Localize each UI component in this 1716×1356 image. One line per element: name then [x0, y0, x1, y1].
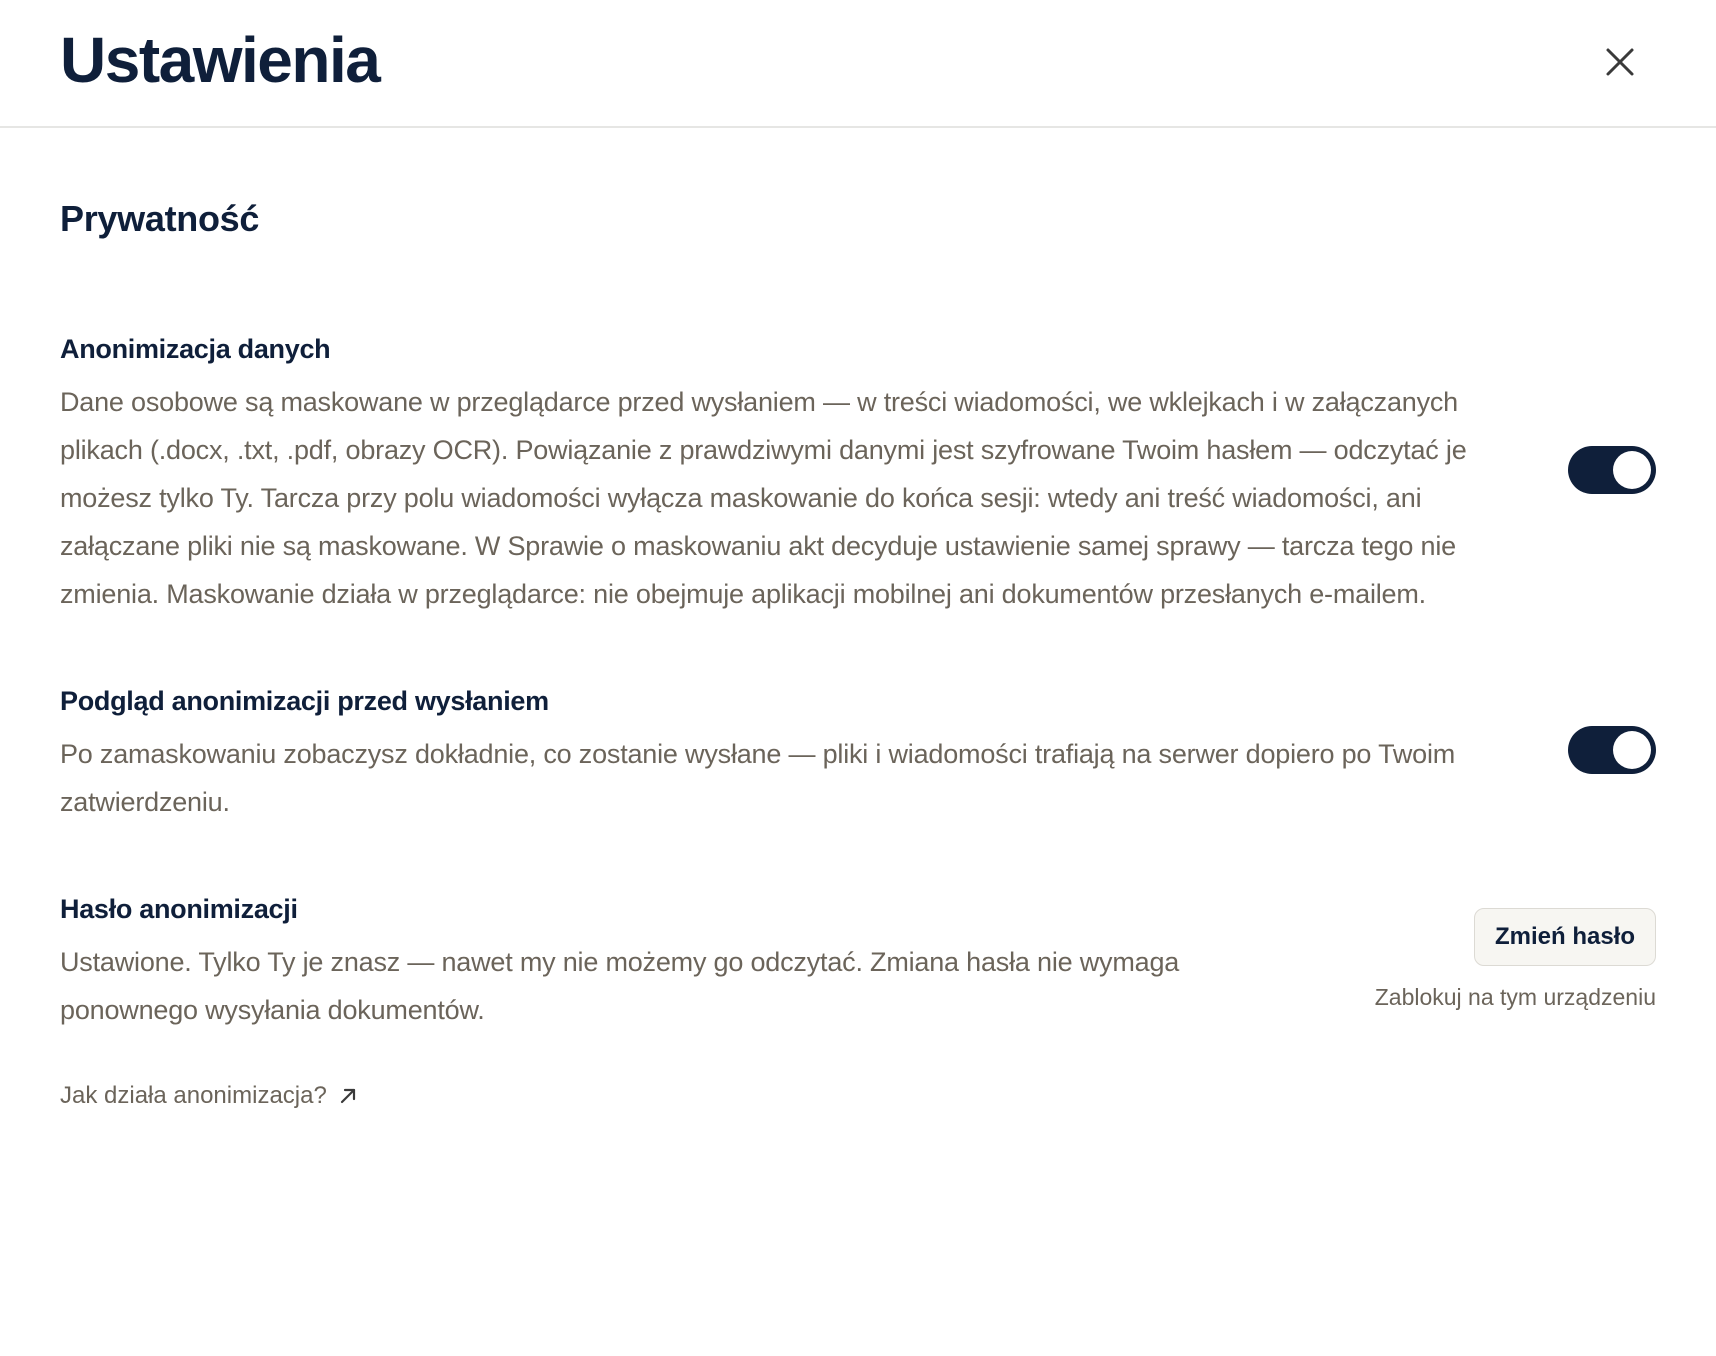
- external-link-arrow-icon: [339, 1087, 357, 1105]
- settings-header: [0, 0, 1716, 128]
- anonymization-toggle[interactable]: [1568, 446, 1656, 494]
- setting-title-preview: Podgląd anonimizacji przed wysłaniem: [60, 686, 549, 716]
- description-line: załączane pliki nie są maskowane. W Sprawie o maskowaniu akt decyduje ustawienie samej sprawy — tarcza tego nie: [60, 531, 1456, 561]
- setting-title-password: Hasło anonimizacji: [60, 894, 298, 924]
- description-line: plikach (.docx, .txt, .pdf, obrazy OCR). Powiązanie z prawdziwymi danymi jest szyfrowane Twoim hasłem — odczytać je: [60, 435, 1467, 465]
- description-line: ponownego wysyłania dokumentów.: [60, 995, 485, 1025]
- description-line: zatwierdzeniu.: [60, 787, 230, 817]
- setting-description-anonymization: [60, 378, 1467, 618]
- description-line: Ustawione. Tylko Ty je znasz — nawet my nie możemy go odczytać. Zmiana hasła nie wymaga: [60, 947, 1180, 977]
- toggle-knob: [1613, 731, 1651, 769]
- toggle-knob: [1613, 451, 1651, 489]
- close-icon: [1605, 47, 1635, 77]
- close-button[interactable]: [1596, 38, 1644, 86]
- setting-description-password: [60, 938, 1179, 1034]
- preview-toggle[interactable]: [1568, 726, 1656, 774]
- how-anonymization-works-link[interactable]: [60, 1082, 357, 1110]
- setting-description-preview: [60, 730, 1455, 826]
- lock-on-device-link[interactable]: Zablokuj na tym urządzeniu: [1374, 984, 1656, 1010]
- description-line: Po zamaskowaniu zobaczysz dokładnie, co zostanie wysłane — pliki i wiadomości trafiają na serwer dopiero po Twoim: [60, 739, 1456, 769]
- page-title: Ustawienia: [60, 24, 380, 96]
- section-title-privacy: Prywatność: [60, 198, 260, 239]
- change-password-button[interactable]: Zmień hasło: [1474, 908, 1656, 966]
- help-link-label: Jak działa anonimizacja?: [60, 1082, 327, 1109]
- setting-title-anonymization: Anonimizacja danych: [60, 334, 331, 364]
- description-line: możesz tylko Ty. Tarcza przy polu wiadomości wyłącza maskowanie do końca sesji: wtedy ani treść wiadomości, ani: [60, 483, 1422, 513]
- description-line: Dane osobowe są maskowane w przeglądarce przed wysłaniem — w treści wiadomości, we wklejkach i w załączanych: [60, 387, 1458, 417]
- description-line: zmienia. Maskowanie działa w przeglądarce: nie obejmuje aplikacji mobilnej ani dokumentów przesłanych e-mailem.: [60, 579, 1426, 609]
